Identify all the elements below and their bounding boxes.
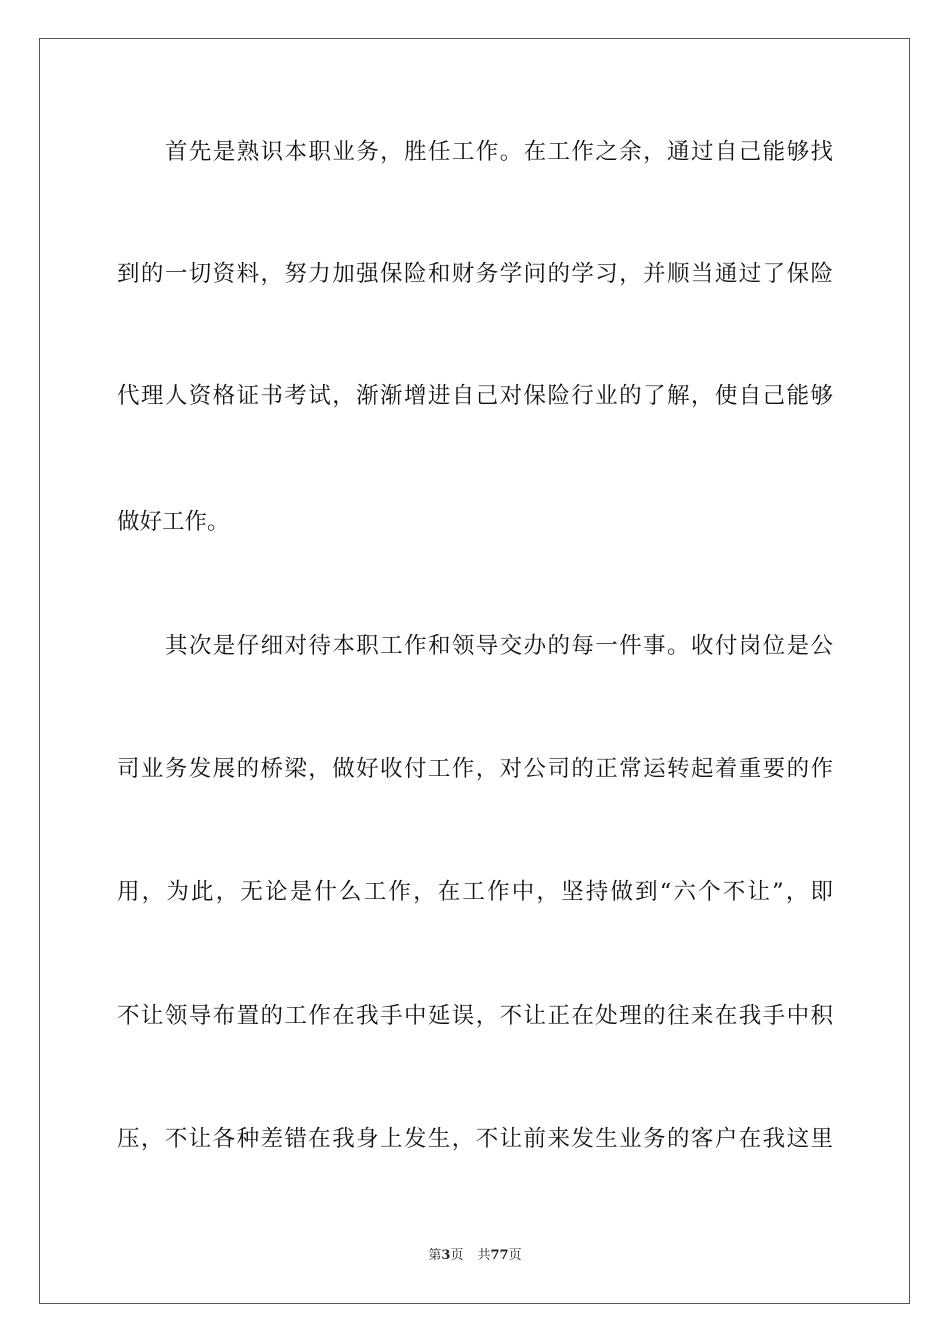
page-border	[39, 38, 910, 1304]
paragraph-line: 司业务发展的桥梁，做好收付工作，对公司的正常运转起着重要的作	[117, 756, 833, 782]
page-prefix: 第	[428, 1248, 442, 1263]
total-page-count: 77	[490, 1248, 509, 1263]
paragraph-line: 压，不让各种差错在我身上发生，不让前来发生业务的客户在我这里	[117, 1126, 833, 1152]
paragraph-line: 到的一切资料，努力加强保险和财务学问的学习，并顺当通过了保险	[117, 261, 833, 287]
paragraph-line: 其次是仔细对待本职工作和领导交办的每一件事。收付岗位是公	[165, 633, 833, 659]
paragraph-line: 做好工作。	[117, 509, 230, 535]
paragraph-line: 代理人资格证书考试，渐渐增进自己对保险行业的了解，使自己能够	[117, 383, 833, 409]
total-suffix: 页	[508, 1248, 522, 1263]
current-page-number: 3	[441, 1248, 451, 1263]
paragraph-line: 首先是熟识本职业务，胜任工作。在工作之余，通过自己能够找	[165, 139, 833, 165]
paragraph-line: 不让领导布置的工作在我手中延误，不让正在处理的往来在我手中积	[117, 1003, 833, 1029]
total-prefix: 共	[477, 1248, 491, 1263]
page-footer	[0, 1247, 950, 1265]
paragraph-line: 用，为此，无论是什么工作，在工作中，坚持做到“六个不让”，即	[117, 879, 833, 905]
page-suffix: 页	[450, 1248, 464, 1263]
